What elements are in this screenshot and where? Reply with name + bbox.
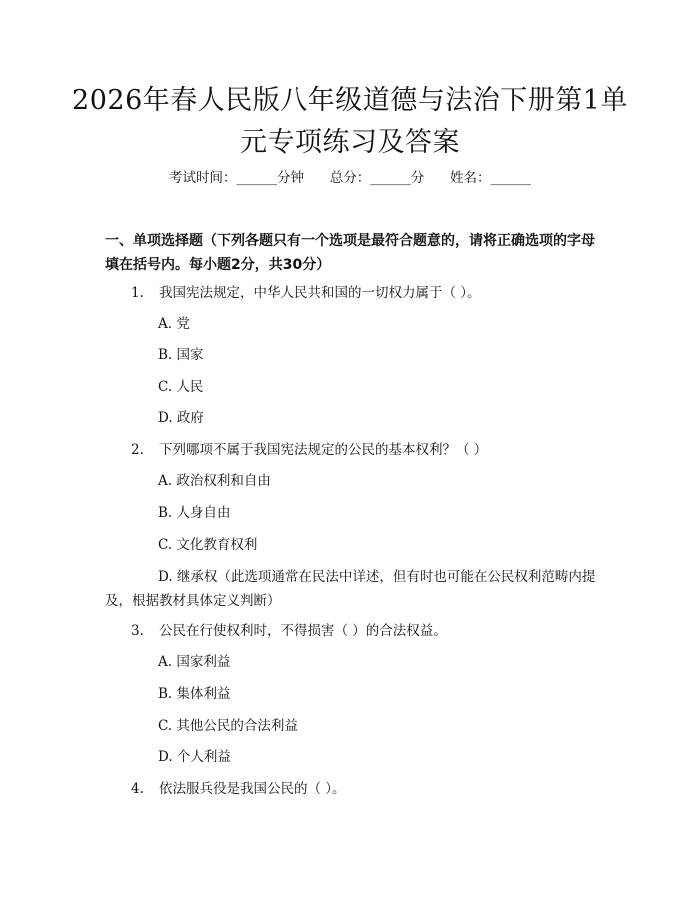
question-stem: 我国宪法规定，中华人民共和国的一切权力属于（ ）。 xyxy=(159,285,481,301)
question-2 xyxy=(131,440,487,460)
option-q2-b: B. 人身自由 xyxy=(158,505,231,521)
question-4 xyxy=(131,779,346,799)
option-q3-a: A. 国家利益 xyxy=(158,654,231,670)
question-1 xyxy=(131,283,481,303)
option-q2-a: A. 政治权利和自由 xyxy=(158,473,271,489)
option-q3-d: D. 个人利益 xyxy=(158,749,231,765)
option-q3-c: C. 其他公民的合法利益 xyxy=(158,718,298,734)
option-q1-b: B. 国家 xyxy=(158,347,204,363)
question-stem: 依法服兵役是我国公民的（ ）。 xyxy=(159,781,346,797)
option-q1-c: C. 人民 xyxy=(158,379,204,395)
question-number: 2. xyxy=(131,442,144,458)
option-q1-a: A. 党 xyxy=(158,316,190,332)
exam-meta-line: 考试时间：______分钟 总分：______分 姓名：______ xyxy=(169,170,531,186)
option-q2-c: C. 文化教育权利 xyxy=(158,537,258,553)
option-q2-d: D. 继承权（此选项通常在民法中详述，但有时也可能在公民权利范畴内提及，根据教材具体定义判断） xyxy=(105,569,596,609)
question-number: 4. xyxy=(131,781,144,797)
option-q3-b: B. 集体利益 xyxy=(158,686,231,702)
question-number: 1. xyxy=(131,285,144,301)
document-title: 2026年春人民版八年级道德与法治下册第1单元专项练习及答案 xyxy=(72,85,628,158)
question-stem: 下列哪项不属于我国宪法规定的公民的基本权利？（ ） xyxy=(159,442,488,458)
question-number: 3. xyxy=(131,623,144,639)
option-q1-d: D. 政府 xyxy=(158,410,204,426)
section-heading: 一、单项选择题（下列各题只有一个选项是最符合题意的，请将正确选项的字母填在括号内。每小题2分，共30分） xyxy=(105,233,595,273)
question-3 xyxy=(131,621,447,641)
question-stem: 公民在行使权利时，不得损害（ ）的合法权益。 xyxy=(159,623,447,639)
